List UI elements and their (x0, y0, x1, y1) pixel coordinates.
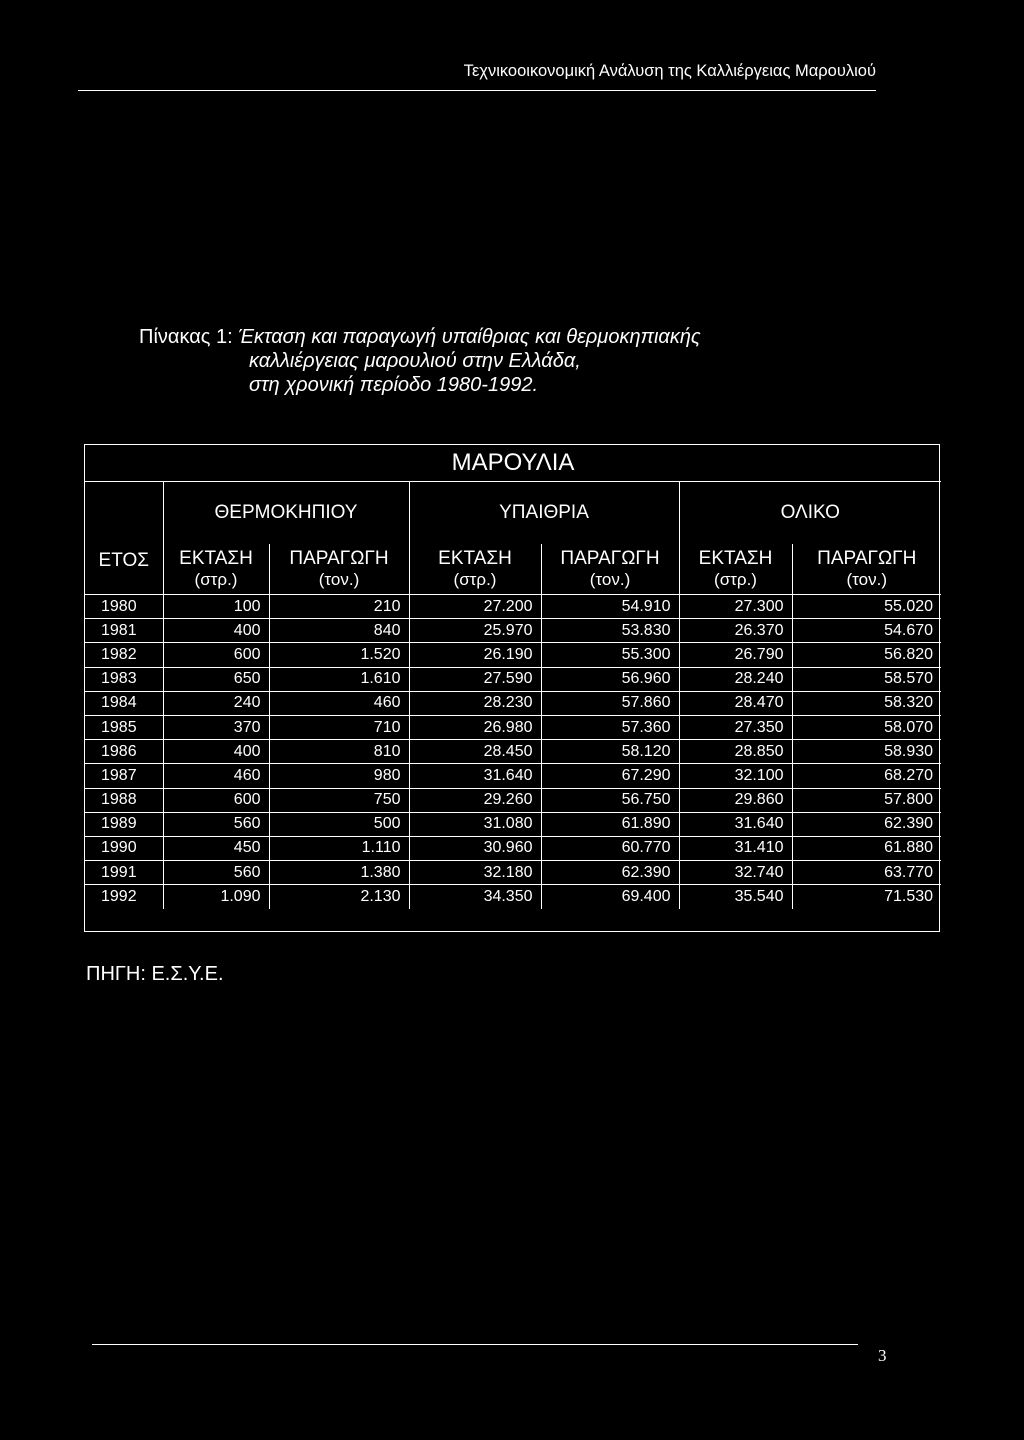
group-header-total: ΟΛΙΚΟ (679, 482, 941, 545)
caption-line-2: καλλιέργειας μαρουλιού στην Ελλάδα, (249, 350, 581, 372)
value-cell: 60.770 (541, 836, 679, 860)
value-cell: 460 (269, 691, 409, 715)
value-cell: 240 (163, 691, 269, 715)
value-cell: 56.750 (541, 788, 679, 812)
value-cell: 1.380 (269, 861, 409, 885)
value-cell: 560 (163, 812, 269, 836)
caption-line-1: Έκταση και παραγωγή υπαίθριας και θερμοκηπιακής (238, 326, 701, 348)
year-cell: 1986 (85, 740, 163, 764)
value-cell: 31.640 (679, 812, 792, 836)
value-cell: 58.930 (792, 740, 941, 764)
value-cell: 400 (163, 619, 269, 643)
lettuce-table (84, 444, 940, 932)
value-cell: 26.980 (409, 715, 541, 739)
table-row (85, 667, 941, 691)
value-cell: 400 (163, 740, 269, 764)
value-cell: 58.070 (792, 715, 941, 739)
year-cell: 1985 (85, 715, 163, 739)
value-cell: 28.230 (409, 691, 541, 715)
value-cell: 58.120 (541, 740, 679, 764)
value-cell: 25.970 (409, 619, 541, 643)
year-column-header: ΕΤΟΣ (98, 550, 149, 571)
value-cell: 1.110 (269, 836, 409, 860)
value-cell: 56.960 (541, 667, 679, 691)
value-cell: 600 (163, 788, 269, 812)
caption-line-3: στη χρονική περίοδο 1980-1992. (249, 374, 539, 396)
year-cell: 1987 (85, 764, 163, 788)
value-cell: 26.370 (679, 619, 792, 643)
data-table (85, 445, 941, 909)
value-cell: 35.540 (679, 885, 792, 909)
value-cell: 62.390 (792, 812, 941, 836)
year-cell: 1990 (85, 836, 163, 860)
sub-header: ΕΚΤΑΣΗ (στρ.) (679, 544, 792, 595)
year-cell: 1981 (85, 619, 163, 643)
value-cell: 2.130 (269, 885, 409, 909)
sub-header: ΠΑΡΑΓΩΓΗ (τον.) (792, 544, 941, 595)
value-cell: 650 (163, 667, 269, 691)
value-cell: 58.320 (792, 691, 941, 715)
value-cell: 370 (163, 715, 269, 739)
sub-header: ΕΚΤΑΣΗ (στρ.) (409, 544, 541, 595)
table-row (85, 715, 941, 739)
value-cell: 57.360 (541, 715, 679, 739)
value-cell: 32.180 (409, 861, 541, 885)
value-cell: 210 (269, 595, 409, 619)
value-cell: 600 (163, 643, 269, 667)
table-row (85, 861, 941, 885)
value-cell: 54.910 (541, 595, 679, 619)
value-cell: 31.640 (409, 764, 541, 788)
header-rule (78, 90, 876, 91)
value-cell: 710 (269, 715, 409, 739)
sub-header: ΕΚΤΑΣΗ (στρ.) (163, 544, 269, 595)
value-cell: 34.350 (409, 885, 541, 909)
year-cell: 1988 (85, 788, 163, 812)
value-cell: 560 (163, 861, 269, 885)
value-cell: 27.300 (679, 595, 792, 619)
value-cell: 55.300 (541, 643, 679, 667)
group-header-greenhouse: ΘΕΡΜΟΚΗΠΙΟΥ (163, 482, 409, 545)
value-cell: 57.800 (792, 788, 941, 812)
table-title: ΜΑΡΟΥΛΙΑ (85, 445, 941, 482)
value-cell: 68.270 (792, 764, 941, 788)
sub-header: ΠΑΡΑΓΩΓΗ (τον.) (269, 544, 409, 595)
table-body (85, 595, 941, 909)
value-cell: 1.610 (269, 667, 409, 691)
value-cell: 29.260 (409, 788, 541, 812)
table-row (85, 740, 941, 764)
footer-rule (92, 1344, 858, 1345)
year-cell: 1992 (85, 885, 163, 909)
value-cell: 61.880 (792, 836, 941, 860)
value-cell: 28.240 (679, 667, 792, 691)
value-cell: 500 (269, 812, 409, 836)
value-cell: 26.190 (409, 643, 541, 667)
table-row (85, 595, 941, 619)
value-cell: 100 (163, 595, 269, 619)
sub-header: ΠΑΡΑΓΩΓΗ (τον.) (541, 544, 679, 595)
group-header-outdoor: ΥΠΑΙΘΡΙΑ (409, 482, 679, 545)
year-cell: 1982 (85, 643, 163, 667)
value-cell: 450 (163, 836, 269, 860)
value-cell: 69.400 (541, 885, 679, 909)
table-row (85, 691, 941, 715)
caption-label: Πίνακας 1: (139, 326, 233, 348)
table-row (85, 643, 941, 667)
value-cell: 57.860 (541, 691, 679, 715)
value-cell: 1.090 (163, 885, 269, 909)
value-cell: 31.080 (409, 812, 541, 836)
value-cell: 28.450 (409, 740, 541, 764)
value-cell: 56.820 (792, 643, 941, 667)
source-note: ΠΗΓΗ: Ε.Σ.Υ.Ε. (86, 963, 224, 985)
value-cell: 61.890 (541, 812, 679, 836)
value-cell: 26.790 (679, 643, 792, 667)
year-cell: 1991 (85, 861, 163, 885)
value-cell: 53.830 (541, 619, 679, 643)
value-cell: 55.020 (792, 595, 941, 619)
value-cell: 28.470 (679, 691, 792, 715)
value-cell: 810 (269, 740, 409, 764)
value-cell: 1.520 (269, 643, 409, 667)
year-cell: 1983 (85, 667, 163, 691)
value-cell: 460 (163, 764, 269, 788)
value-cell: 62.390 (541, 861, 679, 885)
table-row (85, 836, 941, 860)
value-cell: 31.410 (679, 836, 792, 860)
page-number: 3 (878, 1346, 887, 1365)
value-cell: 32.100 (679, 764, 792, 788)
table-row (85, 619, 941, 643)
value-cell: 28.850 (679, 740, 792, 764)
year-cell: 1984 (85, 691, 163, 715)
value-cell: 58.570 (792, 667, 941, 691)
value-cell: 71.530 (792, 885, 941, 909)
table-row (85, 812, 941, 836)
value-cell: 980 (269, 764, 409, 788)
year-cell: 1980 (85, 595, 163, 619)
value-cell: 54.670 (792, 619, 941, 643)
value-cell: 30.960 (409, 836, 541, 860)
value-cell: 27.350 (679, 715, 792, 739)
value-cell: 750 (269, 788, 409, 812)
year-cell: 1989 (85, 812, 163, 836)
value-cell: 840 (269, 619, 409, 643)
value-cell: 67.290 (541, 764, 679, 788)
table-row (85, 885, 941, 909)
table-caption (139, 325, 701, 397)
running-header: Τεχνικοοικονομική Ανάλυση της Καλλιέργειας Μαρουλιού (463, 62, 876, 80)
value-cell: 27.590 (409, 667, 541, 691)
table-row (85, 764, 941, 788)
value-cell: 63.770 (792, 861, 941, 885)
table-row (85, 788, 941, 812)
value-cell: 29.860 (679, 788, 792, 812)
value-cell: 27.200 (409, 595, 541, 619)
value-cell: 32.740 (679, 861, 792, 885)
